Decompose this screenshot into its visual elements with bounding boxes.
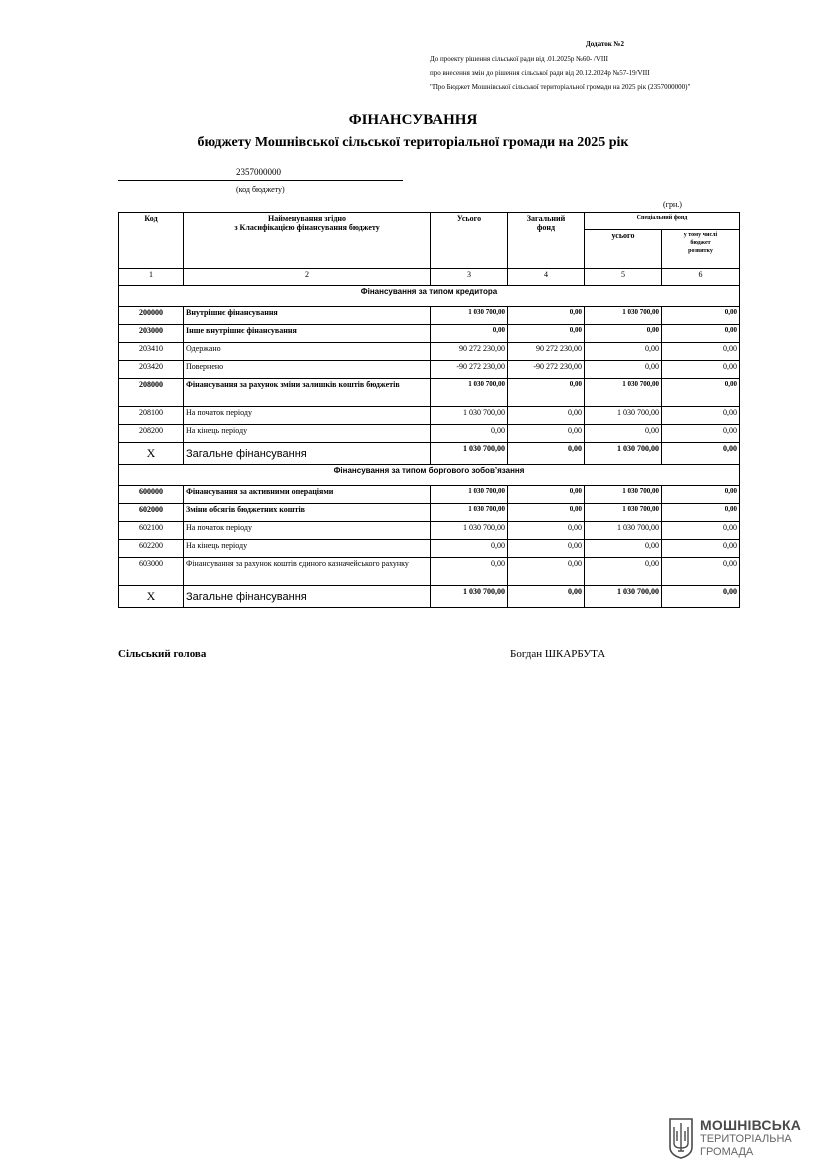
cell-code: X — [119, 443, 184, 465]
cell-dev: 0,00 — [662, 407, 740, 425]
cell-dev: 0,00 — [662, 361, 740, 379]
header-code: Код — [119, 213, 184, 269]
community-logo — [668, 1117, 818, 1161]
cell-total: 1 030 700,00 — [431, 443, 508, 465]
cell-name: На початок періоду — [184, 407, 431, 425]
cell-code: 203410 — [119, 343, 184, 361]
header-general-line-2: фонд — [536, 223, 556, 232]
logo-text-1: МОШНІВСЬКА — [700, 1117, 802, 1133]
header-dev-line-1: у тому числі — [683, 232, 718, 238]
cell-name: Загальне фінансування — [184, 586, 431, 608]
section-title: Фінансування за типом кредитора — [119, 286, 740, 307]
cell-total: 0,00 — [431, 558, 508, 586]
table-row — [119, 407, 740, 425]
cell-general: 0,00 — [508, 307, 585, 325]
cell-special: 1 030 700,00 — [585, 586, 662, 608]
financing-table — [118, 212, 740, 608]
cell-total: 1 030 700,00 — [431, 307, 508, 325]
header-row-1 — [119, 213, 740, 230]
cell-special: 1 030 700,00 — [585, 504, 662, 522]
table-row — [119, 486, 740, 504]
cell-code: 600000 — [119, 486, 184, 504]
table-row — [119, 343, 740, 361]
cell-code: 603000 — [119, 558, 184, 586]
cell-general: 0,00 — [508, 443, 585, 465]
cell-name: Зміни обсягів бюджетних коштів — [184, 504, 431, 522]
col-num-4: 4 — [508, 269, 585, 286]
cell-dev: 0,00 — [662, 379, 740, 407]
cell-total: 1 030 700,00 — [431, 586, 508, 608]
column-number-row — [119, 269, 740, 286]
cell-code: 602100 — [119, 522, 184, 540]
cell-general: -90 272 230,00 — [508, 361, 585, 379]
cell-dev: 0,00 — [662, 558, 740, 586]
cell-general: 0,00 — [508, 425, 585, 443]
cell-code: X — [119, 586, 184, 608]
cell-general: 0,00 — [508, 504, 585, 522]
document-subtitle: бюджету Мошнівської сільської територіальної громади на 2025 рік — [197, 135, 629, 150]
cell-name: Інше внутрішнє фінансування — [184, 325, 431, 343]
cell-name: На кінець періоду — [184, 540, 431, 558]
trident-emblem-icon — [668, 1117, 694, 1159]
signature-name: Богдан ШКАРБУТА — [510, 648, 606, 660]
cell-special: 1 030 700,00 — [585, 379, 662, 407]
cell-total: 0,00 — [431, 540, 508, 558]
cell-general: 0,00 — [508, 486, 585, 504]
cell-general: 0,00 — [508, 586, 585, 608]
header-general — [508, 213, 585, 269]
cell-special: 1 030 700,00 — [585, 407, 662, 425]
annex-line-2: про внесення змін до рішення сільської ради від 20.12.2024р №57-19/VIII — [430, 69, 650, 77]
cell-general: 0,00 — [508, 558, 585, 586]
cell-name: Фінансування за рахунок зміни залишків коштів бюджетів — [184, 379, 431, 407]
cell-dev: 0,00 — [662, 540, 740, 558]
col-num-1: 1 — [119, 269, 184, 286]
cell-general: 0,00 — [508, 407, 585, 425]
cell-name: Повернено — [184, 361, 431, 379]
header-dev — [662, 230, 740, 269]
budget-code-underline — [118, 180, 403, 181]
cell-special: 0,00 — [585, 540, 662, 558]
cell-dev: 0,00 — [662, 586, 740, 608]
cell-name: Загальне фінансування — [184, 443, 431, 465]
cell-code: 203420 — [119, 361, 184, 379]
cell-total: 90 272 230,00 — [431, 343, 508, 361]
header-name-line-1: Найменування згідно — [267, 214, 347, 223]
table-row — [119, 522, 740, 540]
cell-dev: 0,00 — [662, 486, 740, 504]
cell-special: 0,00 — [585, 558, 662, 586]
cell-code: 200000 — [119, 307, 184, 325]
cell-dev: 0,00 — [662, 504, 740, 522]
cell-total: 0,00 — [431, 325, 508, 343]
header-dev-line-2: бюджет — [690, 240, 711, 246]
table-row — [119, 540, 740, 558]
annex-line-1: До проекту рішення сільської ради від .01.2025р №60- /VIII — [430, 55, 608, 63]
header-total: Усього — [431, 213, 508, 269]
cell-code: 208000 — [119, 379, 184, 407]
table-row — [119, 307, 740, 325]
header-name-line-2: з Класифікацією фінансування бюджету — [234, 223, 380, 232]
cell-code: 602000 — [119, 504, 184, 522]
currency-unit: (грн.) — [663, 200, 682, 209]
table-row — [119, 379, 740, 407]
cell-total: 1 030 700,00 — [431, 486, 508, 504]
table-row — [119, 361, 740, 379]
header-special: Спеціальний фонд — [585, 213, 740, 230]
cell-name: Фінансування за активними операціями — [184, 486, 431, 504]
cell-dev: 0,00 — [662, 443, 740, 465]
table-row — [119, 425, 740, 443]
annex-block — [430, 40, 810, 97]
annex-line-3: "Про Бюджет Мошнівської сільської територіальної громади на 2025 рік (2357000000)" — [430, 83, 691, 91]
cell-total: 1 030 700,00 — [431, 407, 508, 425]
cell-name: На початок періоду — [184, 522, 431, 540]
cell-code: 208100 — [119, 407, 184, 425]
logo-text-2: ТЕРИТОРІАЛЬНА — [700, 1133, 792, 1145]
cell-code: 203000 — [119, 325, 184, 343]
cell-total: 1 030 700,00 — [431, 504, 508, 522]
header-special-total: усього — [585, 230, 662, 269]
cell-special: 1 030 700,00 — [585, 522, 662, 540]
document-title: ФІНАНСУВАННЯ — [348, 112, 478, 128]
cell-total: 0,00 — [431, 425, 508, 443]
col-num-3: 3 — [431, 269, 508, 286]
table-row — [119, 558, 740, 586]
cell-code: 208200 — [119, 425, 184, 443]
cell-total: -90 272 230,00 — [431, 361, 508, 379]
total-row — [119, 586, 740, 608]
cell-dev: 0,00 — [662, 325, 740, 343]
cell-special: 0,00 — [585, 325, 662, 343]
cell-special: 0,00 — [585, 425, 662, 443]
table-row — [119, 325, 740, 343]
cell-general: 0,00 — [508, 540, 585, 558]
cell-name: Фінансування за рахунок коштів єдиного казначейського рахунку — [184, 558, 431, 586]
table-row — [119, 504, 740, 522]
header-dev-line-3: розвитку — [688, 248, 713, 254]
col-num-6: 6 — [662, 269, 740, 286]
annex-title: Додаток №2 — [585, 40, 625, 48]
cell-general: 90 272 230,00 — [508, 343, 585, 361]
cell-dev: 0,00 — [662, 425, 740, 443]
cell-total: 1 030 700,00 — [431, 522, 508, 540]
logo-text-3: ГРОМАДА — [700, 1146, 754, 1158]
section-header-row — [119, 465, 740, 486]
cell-dev: 0,00 — [662, 522, 740, 540]
cell-special: 1 030 700,00 — [585, 486, 662, 504]
cell-general: 0,00 — [508, 325, 585, 343]
cell-special: 1 030 700,00 — [585, 307, 662, 325]
col-num-2: 2 — [184, 269, 431, 286]
total-row — [119, 443, 740, 465]
signature-position: Сільський голова — [118, 648, 207, 660]
cell-total: 1 030 700,00 — [431, 379, 508, 407]
cell-special: 0,00 — [585, 361, 662, 379]
header-general-line-1: Загальний — [526, 214, 566, 223]
section-header-row — [119, 286, 740, 307]
cell-general: 0,00 — [508, 522, 585, 540]
header-name — [184, 213, 431, 269]
cell-dev: 0,00 — [662, 343, 740, 361]
cell-general: 0,00 — [508, 379, 585, 407]
col-num-5: 5 — [585, 269, 662, 286]
cell-name: Внутрішнє фінансування — [184, 307, 431, 325]
budget-code: 2357000000 — [236, 167, 281, 177]
cell-special: 1 030 700,00 — [585, 443, 662, 465]
cell-special: 0,00 — [585, 343, 662, 361]
cell-name: Одержано — [184, 343, 431, 361]
cell-code: 602200 — [119, 540, 184, 558]
section-title: Фінансування за типом боргового зобов’язання — [119, 465, 740, 486]
cell-name: На кінець періоду — [184, 425, 431, 443]
cell-dev: 0,00 — [662, 307, 740, 325]
budget-code-caption: (код бюджету) — [236, 185, 285, 194]
